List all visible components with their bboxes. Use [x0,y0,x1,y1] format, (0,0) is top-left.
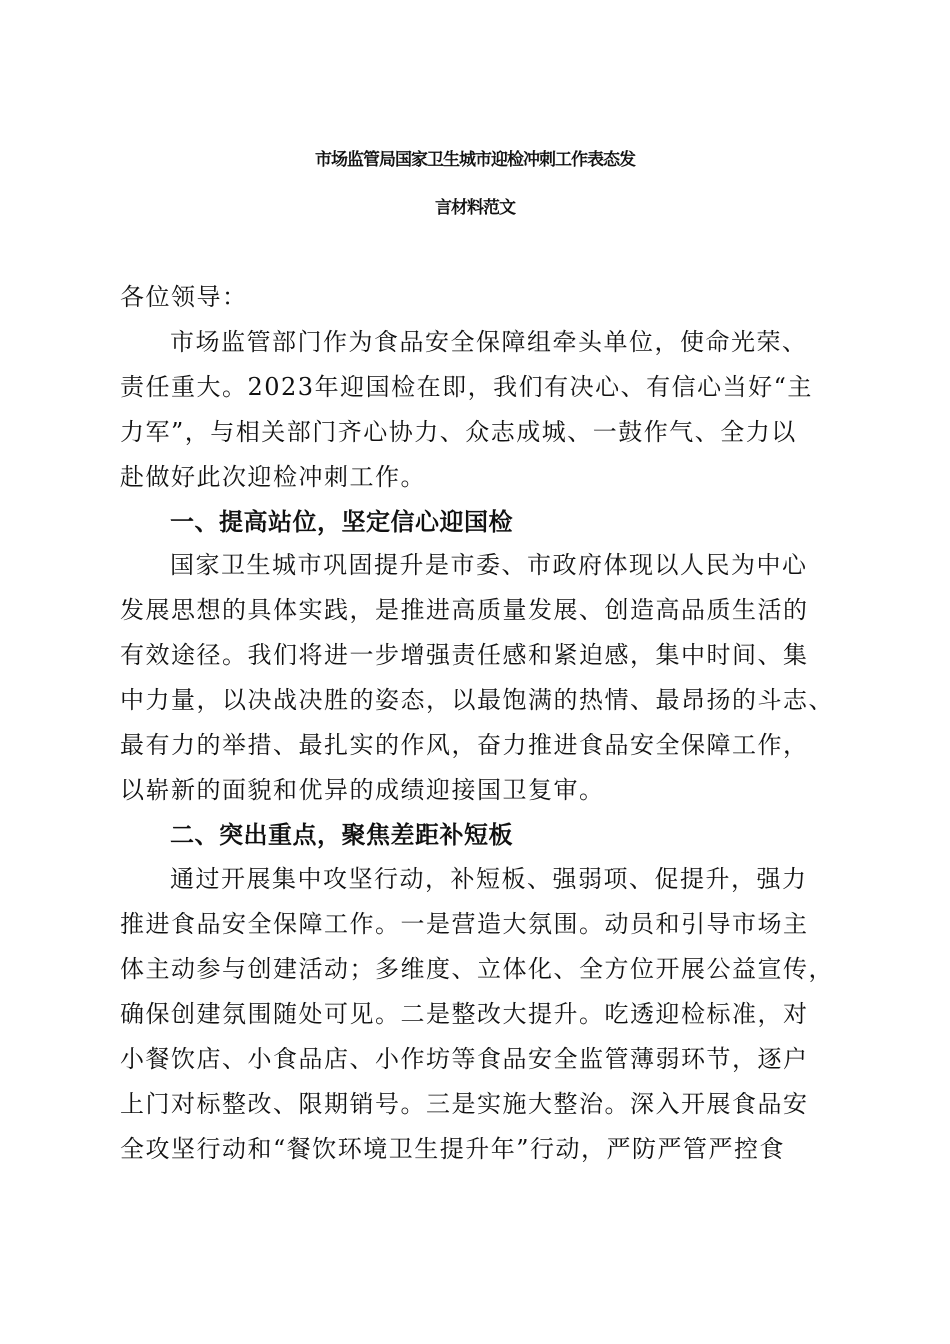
section-1-line-6: 以崭新的面貌和优异的成绩迎接国卫复审。 [120,776,605,804]
document-title-line-2: 言材料范文 [435,198,515,218]
intro-line-2: 责任重大。2023年迎国检在即，我们有决心、有信心当好“主 [120,373,813,401]
intro-line-3: 力军”，与相关部门齐心协力、众志成城、一鼓作气、全力以 [120,418,797,446]
section-1-line-1: 国家卫生城市巩固提升是市委、市政府体现以人民为中心 [170,551,808,579]
salutation: 各位领导： [120,283,248,311]
section-1-line-4: 中力量，以决战决胜的姿态，以最饱满的热情、最昂扬的斗志、 [120,686,834,714]
section-2-line-3: 体主动参与创建活动；多维度、立体化、全方位开展公益宣传， [120,955,834,983]
section-1-line-5: 最有力的举措、最扎实的作风，奋力推进食品安全保障工作， [120,731,809,759]
section-2-line-4: 确保创建氛围随处可见。二是整改大提升。吃透迎检标准，对 [120,1000,809,1028]
section-1-line-2: 发展思想的具体实践，是推进高质量发展、创造高品质生活的 [120,596,809,624]
document-title-line-1: 市场监管局国家卫生城市迎检冲刺工作表态发 [315,150,635,170]
section-2-line-6: 上门对标整改、限期销号。三是实施大整治。深入开展食品安 [120,1090,809,1118]
intro-line-4: 赴做好此次迎检冲刺工作。 [120,463,426,491]
section-2-line-1: 通过开展集中攻坚行动，补短板、强弱项、促提升，强力 [170,865,808,893]
section-2-line-2: 推进食品安全保障工作。一是营造大氛围。动员和引导市场主 [120,910,809,938]
intro-line-1: 市场监管部门作为食品安全保障组牵头单位，使命光荣、 [170,328,808,356]
section-2-line-7: 全攻坚行动和“餐饮环境卫生提升年”行动，严防严管严控食 [120,1135,786,1163]
section-2-line-5: 小餐饮店、小食品店、小作坊等食品安全监管薄弱环节，逐户 [120,1045,809,1073]
section-2-heading: 二、突出重点，聚焦差距补短板 [170,821,513,849]
section-1-heading: 一、提高站位，坚定信心迎国检 [170,508,513,536]
section-1-line-3: 有效途径。我们将进一步增强责任感和紧迫感，集中时间、集 [120,641,809,669]
